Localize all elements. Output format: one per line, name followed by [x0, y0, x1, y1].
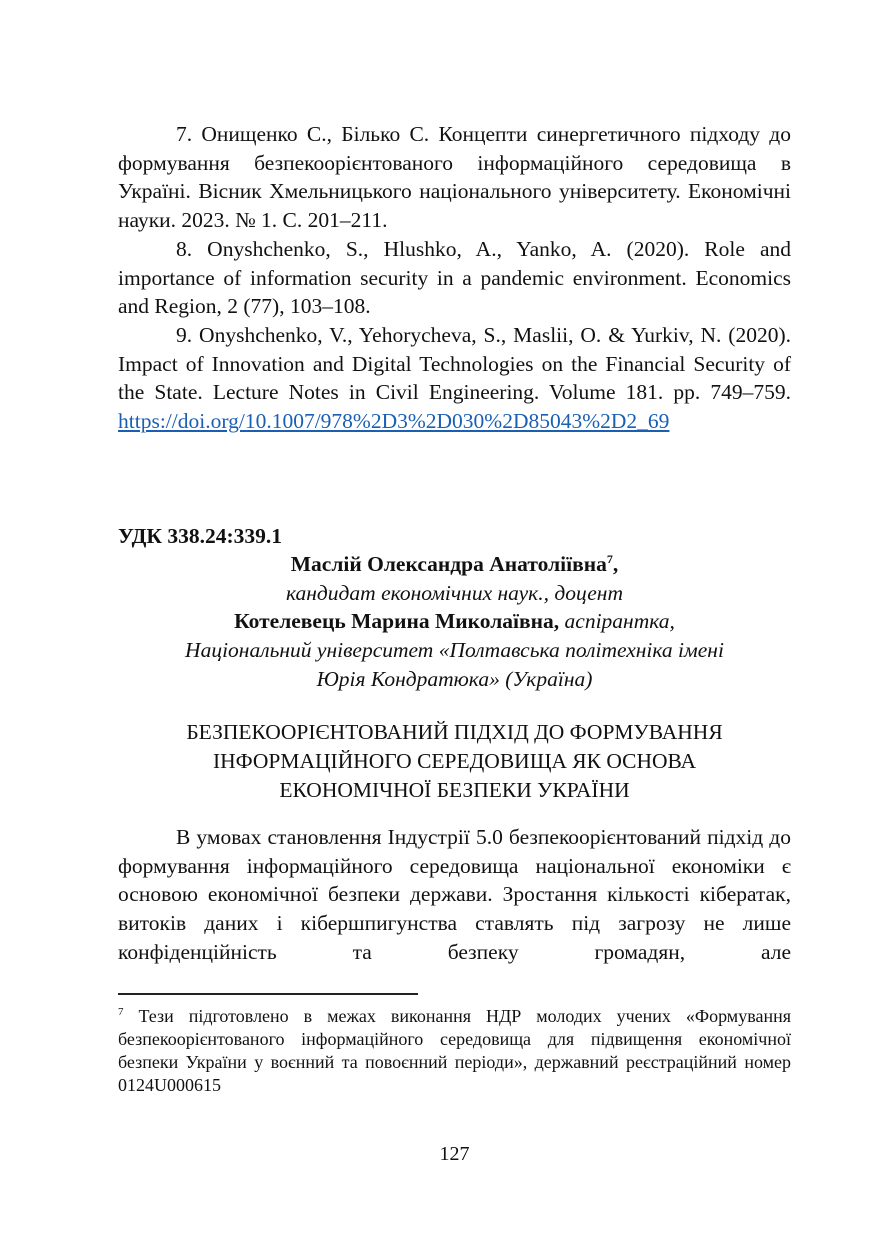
author1-suffix: , [612, 552, 619, 576]
body-paragraph: В умовах становлення Індустрії 5.0 безпекоорієнтований підхід до формування інформаційного середовища національної економіки є основою економічної безпеки держави. Зростання кількості кібератак, витоків даних і кібершпигунства ставлять під загрозу не лише конфіденційність та безпеку громадян, але [118, 825, 791, 964]
footnote-mark: 7 [118, 1006, 124, 1018]
article-title [118, 718, 791, 805]
author1-name: Маслій Олександра Анатоліївна [290, 552, 607, 576]
doi-link[interactable]: https://doi.org/10.1007/978%2D3%2D030%2D85043%2D2_69 [118, 409, 670, 434]
footnote-text: Тези підготовлено в межах виконання НДР молодих учених «Формування безпекоорієнтованого інформаційного середовища для підвищення економічної безпеки України у воєнний та повоєнний періоди», державний реєстраційний номер 0124U000615 [118, 1006, 791, 1095]
reference-item-8 [118, 235, 791, 321]
title-line: ІНФОРМАЦІЙНОГО СЕРЕДОВИЩА ЯК ОСНОВА [212, 749, 697, 773]
author2-line [118, 607, 791, 636]
page-number: 127 [439, 1143, 470, 1165]
author2-name: Котелевець Марина Миколаївна, [234, 609, 560, 634]
author1-line [118, 550, 791, 579]
title-line: БЕЗПЕКООРІЄНТОВАНИЙ ПІДХІД ДО ФОРМУВАННЯ [186, 720, 723, 744]
title-line: ЕКОНОМІЧНОЇ БЕЗПЕКИ УКРАЇНИ [279, 778, 630, 802]
reference-list [118, 120, 791, 436]
author-block [118, 550, 791, 694]
author2-title: аспірантка, [559, 609, 675, 634]
udk-code: УДК 338.24:339.1 [118, 524, 283, 548]
affiliation-line1: Національний університет «Полтавська політехніка імені [185, 638, 724, 663]
reference-text: Онищенко С., Білько С. Концепти синергетичного підходу до формування безпекоорієнтованого інформаційного середовища в Україні. Вісник Хмельницького національного університету. Економічні науки. 2023. № 1. С. 201–211. [118, 122, 791, 233]
reference-item-9 [118, 321, 791, 436]
footnote-reference[interactable]: 7 [606, 551, 613, 566]
reference-text: Onyshchenko, S., Hlushko, A., Yanko, A. (2020). Role and importance of information security in a pandemic environment. Economics and Region, 2 (77), 103–108. [118, 236, 791, 319]
reference-item-7 [118, 120, 791, 235]
footnote [118, 1005, 791, 1097]
article-body [118, 823, 791, 967]
affiliation-line2: Юрія Кондратюка» (Україна) [316, 666, 593, 691]
reference-number: 8. [176, 236, 193, 261]
reference-number: 7. [176, 122, 193, 146]
reference-text: Onyshchenko, V., Yehorycheva, S., Maslii, O. & Yurkiv, N. (2020). Impact of Innovation and Digital Technologies on the Financial Security of the State. Lecture Notes in Civil Engineering. Volume 181. pp. 749–759. [118, 322, 791, 405]
reference-number: 9. [176, 322, 193, 347]
footnote-divider [118, 993, 418, 995]
author1-title: кандидат економічних наук., доцент [285, 580, 623, 605]
